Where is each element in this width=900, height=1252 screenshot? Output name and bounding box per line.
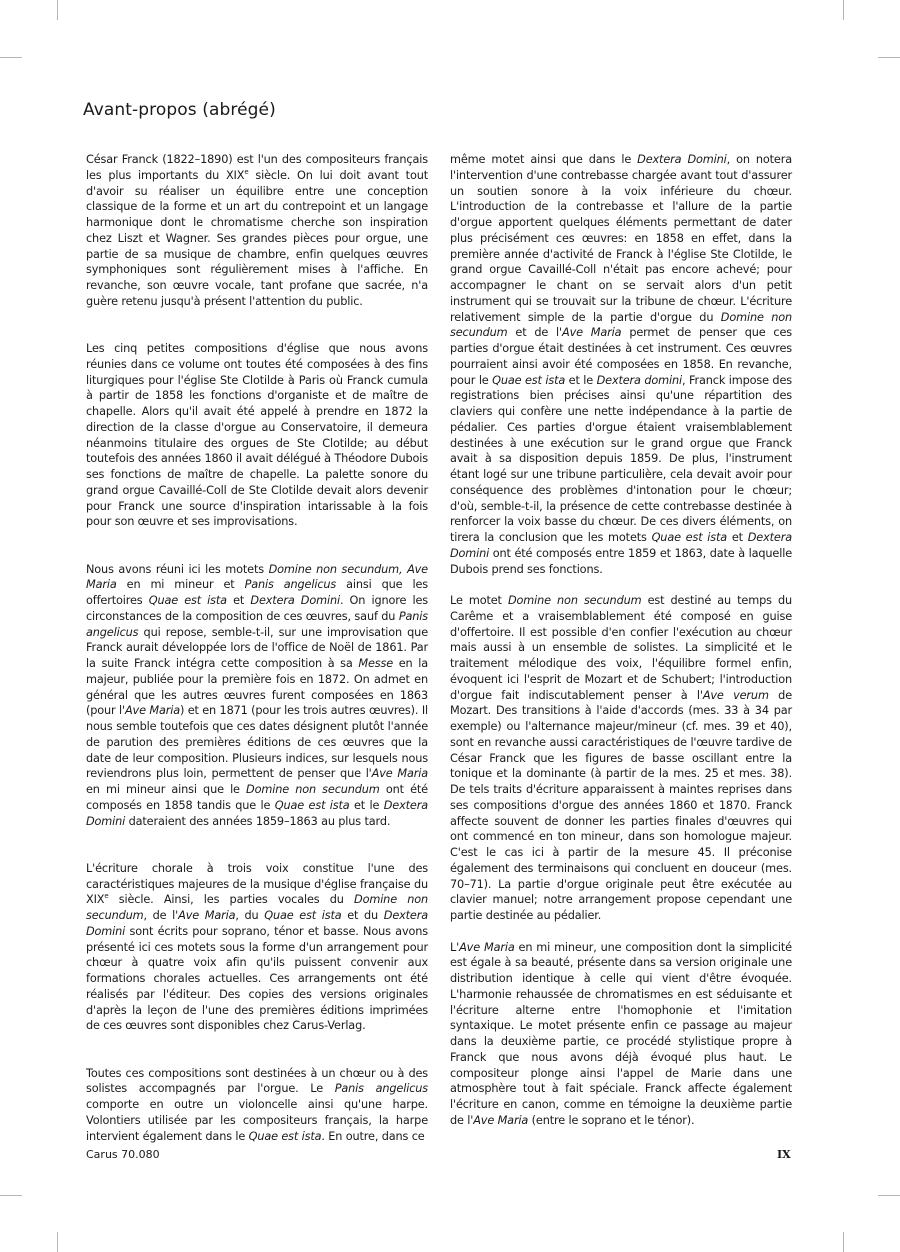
- text-run: en mi mineur et: [116, 578, 245, 592]
- paragraph: [450, 940, 792, 1129]
- text-run: et: [226, 594, 251, 607]
- text-run: et: [727, 531, 748, 544]
- paragraph: [86, 341, 428, 530]
- left-column: [86, 152, 428, 1144]
- paragraph: [86, 562, 428, 830]
- text-run: et le: [565, 373, 597, 387]
- text-run: même motet ainsi que dans le: [450, 153, 638, 166]
- right-column: [450, 152, 792, 1129]
- italic-title: Dextera Domini: [637, 153, 727, 166]
- page-title: Avant-propos (abrégé): [83, 100, 276, 120]
- text-run: est destiné au temps du Carême et a vraisemblablement été composé en guise d'offertoire. Il est possible d'en confier l'exécution au chœur mais aussi à un ensemble de solistes. La simplicité et le traitement mélodique des voix, l'équilibre formel enfin, évoquent ici l'esprit de Mozart et de Schubert; l'introduction d'orgue fait indiscutablement penser à l': [450, 594, 792, 702]
- paragraph: [86, 152, 428, 310]
- italic-title: Domine non secundum: [246, 783, 380, 796]
- italic-title: Quae est ista: [274, 798, 350, 812]
- italic-title: Quae est ista: [264, 909, 342, 922]
- text-run: L': [450, 940, 460, 954]
- text-run: Nous avons réuni ici les motets: [86, 562, 269, 576]
- italic-title: Quae est ista: [248, 1129, 322, 1143]
- italic-title: Ave Maria: [562, 326, 622, 340]
- text-run: qui repose, semble-t-il, sur une improvisation que Franck aurait développée lors de l'office de Noël de 1861. Par la suite Franck intégra cette composition à sa: [86, 625, 428, 670]
- italic-title: Panis angelicus: [334, 1082, 428, 1096]
- text-run: Le motet: [450, 594, 508, 607]
- italic-title: Dextera Domini: [86, 909, 428, 938]
- crop-mark-top-right: [843, 0, 844, 20]
- italic-title: Dextera Domini: [250, 594, 340, 607]
- italic-title: Ave Maria: [124, 704, 180, 718]
- crop-mark-left-top: [0, 57, 22, 58]
- crop-mark-right-top: [878, 57, 900, 58]
- text-run: dateraient des années 1859–1863 au plus tard.: [125, 814, 391, 828]
- text-run: . En outre, dans ce: [321, 1129, 425, 1143]
- italic-title: Messe: [358, 657, 394, 670]
- paragraph: [86, 861, 428, 1034]
- crop-mark-bottom-left: [57, 1232, 58, 1252]
- italic-title: Panis angelicus: [86, 609, 428, 639]
- paragraph: [86, 1066, 428, 1145]
- text-run: , Franck impose des registrations bien précises ainsi qu'une répartition des claviers qui confère une nette indépendance à la partie de pédalier. Ces parties d'orgue étaient vraisemblablement destinées à une exécution sur le grand orgue que Franck avait à sa disposition depuis 1859. De plus, l'instrument étant logé sur une tribune particulière, cela devait avoir pour conséquence des problèmes d'intonation pour le chœur; d'où, semble-t-il, la présence de cette contrebasse destinée à renforcer la voix basse du chœur. De ces divers éléments, on tirera la conclusion que les motets: [450, 373, 792, 544]
- footer-catalog-number: Carus 70.080: [86, 1148, 160, 1161]
- text-run: César Franck (1822–1890) est l'un des compositeurs français les plus importants du XIX: [86, 153, 428, 182]
- text-run: , du: [235, 909, 265, 922]
- italic-title: Dextera domini: [596, 373, 682, 387]
- text-run: ont été composés en 1858 tandis que le: [86, 783, 428, 812]
- page-number: IX: [777, 1148, 791, 1161]
- text-run: sont écrits pour soprano, ténor et basse. Nous avons présenté ici ces motets sous la forme d'un arrangement pour chœur à quatre voix afin qu'ils puissent convenir aux formations chorales actuelles. Ces arrangements ont été réalisés par l'éditeur. Des copies des versions originales d'après la leçon de l'une des premières éditions imprimées de ces œuvres sont disponibles chez Carus-Verlag.: [86, 924, 428, 1033]
- paragraph: [450, 593, 792, 924]
- italic-title: Domine non secundum: [507, 594, 642, 607]
- text-run: siècle. Ainsi, les parties vocales du: [108, 893, 355, 907]
- text-run: (entre le soprano et le ténor).: [528, 1113, 695, 1127]
- text-run: en la majeur, publiée pour la première fois en 1872. On admet en général que les autres œuvres furent composées en 1863 (pour l': [86, 657, 428, 718]
- italic-title: Panis angelicus: [244, 578, 337, 592]
- text-run: siècle. On lui doit avant tout d'avoir su réaliser un équilibre entre une conception classique de la forme et un art du contrepoint et un langage harmonique dont le chromatisme cherche son inspiration chez Liszt et Wagner. Ses grandes pièces pour orgue, une partie de sa musique de chambre, enfin quelques œuvres symphoniques sont régulièrement mises à l'affiche. En revanche, son œuvre vocale, tant profane que sacrée, n'a guère retenu jusqu'à présent l'attention du public.: [86, 168, 428, 308]
- text-run: , on notera l'intervention d'une contrebasse chargée avant tout d'assurer un soutien sonore à la voix inférieure du chœur. L'introduction de la contrebasse et l'allure de la partie d'orgue apportent quelques éléments permettant de dater plus précisément ces œuvres: en 1858 en effet, dans la première année d'activité de Franck à l'église Ste Clotilde, le grand orgue Cavaillé-Coll n'était pas encore achevé; pour accompagner le chant on se servait alors d'un petit instrument qui se trouvait sur la tribune de chœur. L'écriture relativement simple de la partie d'orgue du: [450, 153, 792, 324]
- text-run: Toutes ces compositions sont destinées à un chœur ou à des solistes accompagnés par l'orgue. Le: [86, 1066, 428, 1096]
- text-run: et le: [349, 798, 384, 812]
- text-run: Les cinq petites compositions d'église que nous avons réunies dans ce volume ont toutes été composées à des fins liturgiques pour l'église Ste Clotilde à Paris où Franck cumula à partir de 1858 les fonctions d'organiste et de maître de chapelle. Alors qu'il avait été appelé à prendre en 1872 la direction de la classe d'orgue au Conservatoire, il demeura néanmoins titulaire des orgues de Ste Clotilde; au début toutefois des années 1860 il avait délégué à Théodore Dubois ses fonctions de maître de chapelle. La palette sonore du grand orgue Cavaillé-Coll de Ste Clotilde devait alors devenir pour Franck une source d'inspiration intarissable à la fois pour son œuvre et ses improvisations.: [86, 342, 429, 529]
- italic-title: Ave Maria: [473, 1113, 529, 1127]
- paragraph: [450, 152, 792, 577]
- italic-title: Ave Maria: [459, 940, 515, 954]
- text-run: ainsi que les offertoires: [86, 578, 428, 607]
- crop-mark-right-bottom: [878, 1195, 900, 1196]
- text-run: , de l': [143, 909, 179, 922]
- italic-title: Quae est ista: [651, 531, 728, 544]
- italic-title: Quae est ista: [148, 594, 227, 607]
- text-run: e: [104, 892, 109, 901]
- italic-title: Domine non secundum: [86, 893, 429, 922]
- italic-title: Domine non secundum: [450, 310, 793, 340]
- text-run: de Mozart. Des transitions à l'aide d'accords (mes. 33 à 34 par exemple) ou l'alternance majeur/mineur (cf. mes. 39 et 40), sont en revanche aussi caractéristiques de l'œuvre tardive de César Franck que les figures de basse oscillant entre la tonique et la dominante (à partir de la mes. 25 et mes. 38). De tels traits d'écriture apparaissent à maintes reprises dans ses compositions d'orgue des années 1860 et 1870. Franck affecte souvent de donner les parties finales d'œuvres qui ont commencé en ton mineur, dans son homologue majeur. C'est le cas ici à partir de la mesure 45. Il préconise également des terminaisons qui concluent en douceur (mes. 70–71). La partie d'orgue originale peut être exécutée au clavier manuel; notre arrangement propose cependant une partie destinée au pédalier.: [450, 688, 792, 922]
- text-run: . On ignore les circonstances de la composition de ces œuvres, sauf du: [86, 594, 429, 623]
- crop-mark-top-left: [57, 0, 58, 20]
- italic-title: Quae est ista: [492, 373, 566, 387]
- text-run: ont été composés entre 1859 et 1863, date à laquelle Dubois prend ses fonctions.: [450, 546, 792, 576]
- text-run: comporte en outre un violoncelle ainsi qu'une harpe. Volontiers utilisée par les compositeurs français, la harpe intervient également dans le: [86, 1098, 428, 1143]
- italic-title: Ave Maria: [371, 767, 428, 781]
- italic-title: Domine non secundum, Ave Maria: [86, 562, 428, 592]
- italic-title: Ave verum: [702, 688, 769, 702]
- italic-title: Ave Maria: [178, 909, 236, 922]
- text-run: e: [244, 167, 249, 176]
- text-run: et de l': [507, 326, 563, 340]
- text-run: et du: [341, 909, 384, 922]
- crop-mark-left-bottom: [0, 1195, 22, 1196]
- text-run: en mi mineur ainsi que le: [86, 783, 247, 796]
- text-run: L'écriture chorale à trois voix constitue l'une des caractéristiques majeures de la musique d'église française du XIX: [86, 861, 428, 907]
- text-run: ) et en 1871 (pour les trois autres œuvres). Il nous semble toutefois que ces dates désignent plutôt l'année de parution des premières éditions de ces œuvres que la date de leur composition. Plusieurs indices, sur lesquels nous reviendrons plus loin, permettent de penser que l': [86, 704, 429, 781]
- text-run: permet de penser que ces parties d'orgue était destinées à cet instrument. Ces œuvres pourraient ainsi avoir été composées en 1858. En revanche, pour le: [450, 326, 793, 387]
- text-run: en mi mineur, une composition dont la simplicité est égale à sa beauté, présente dans sa version originale une distribution identique à celle qui vient d'être évoquée. L'harmonie rehaussée de chromatismes en est séduisante et l'écriture alterne entre l'homophonie et l'imitation syntaxique. Le motet présente enfin ce passage au majeur dans la deuxième partie, ce procédé stylistique propre à Franck que nous avons déjà évoqué plus haut. Le compositeur plonge ainsi l'appel de Marie dans une atmosphère tout à fait spéciale. Franck affecte également l'écriture en canon, comme en témoigne la deuxième partie de l': [450, 940, 792, 1127]
- crop-mark-bottom-right: [843, 1232, 844, 1252]
- italic-title: Dextera Domini: [86, 798, 428, 828]
- italic-title: Dextera Domini: [450, 531, 792, 560]
